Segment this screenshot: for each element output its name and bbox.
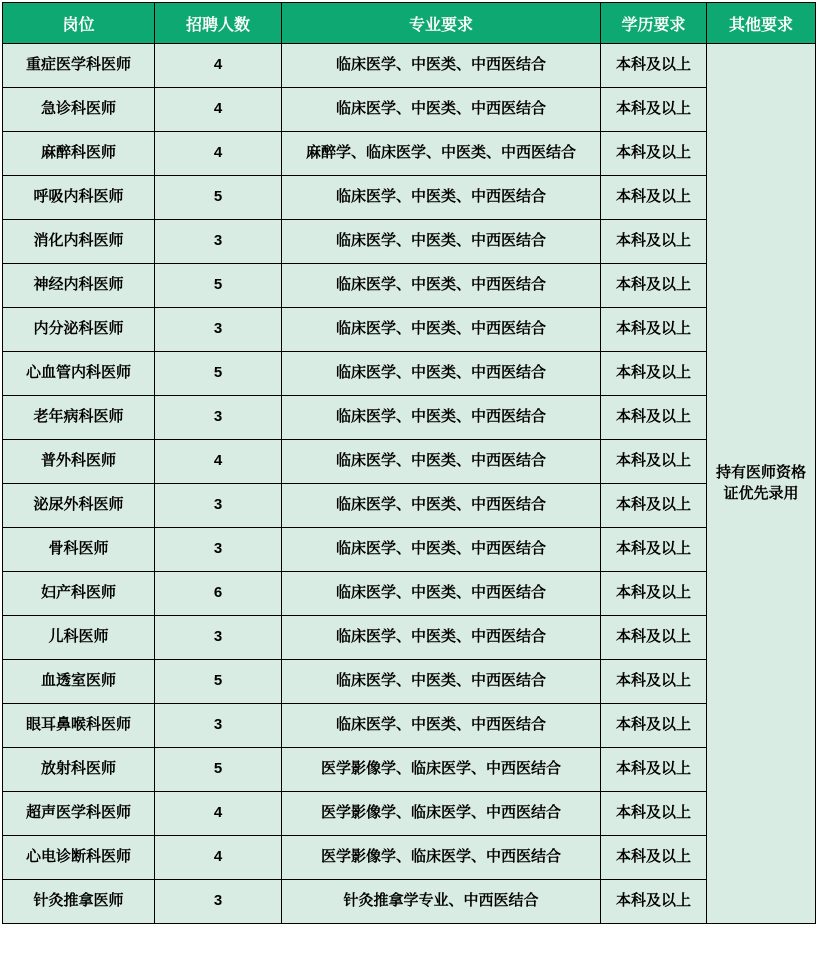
cell-major: 临床医学、中医类、中西医结合 bbox=[282, 264, 601, 308]
table-row bbox=[3, 264, 816, 308]
cell-position: 放射科医师 bbox=[3, 748, 155, 792]
cell-major: 临床医学、中医类、中西医结合 bbox=[282, 396, 601, 440]
cell-count: 3 bbox=[155, 880, 282, 924]
header-major: 专业要求 bbox=[282, 3, 601, 44]
cell-position: 儿科医师 bbox=[3, 616, 155, 660]
table-row bbox=[3, 704, 816, 748]
table-row bbox=[3, 176, 816, 220]
cell-education: 本科及以上 bbox=[601, 308, 707, 352]
table-row bbox=[3, 132, 816, 176]
cell-major: 临床医学、中医类、中西医结合 bbox=[282, 88, 601, 132]
cell-major: 临床医学、中医类、中西医结合 bbox=[282, 220, 601, 264]
header-education: 学历要求 bbox=[601, 3, 707, 44]
cell-position: 消化内科医师 bbox=[3, 220, 155, 264]
cell-education: 本科及以上 bbox=[601, 660, 707, 704]
cell-position: 泌尿外科医师 bbox=[3, 484, 155, 528]
cell-major: 麻醉学、临床医学、中医类、中西医结合 bbox=[282, 132, 601, 176]
cell-count: 5 bbox=[155, 176, 282, 220]
cell-position: 心电诊断科医师 bbox=[3, 836, 155, 880]
cell-position: 骨科医师 bbox=[3, 528, 155, 572]
cell-position: 血透室医师 bbox=[3, 660, 155, 704]
cell-major: 临床医学、中医类、中西医结合 bbox=[282, 528, 601, 572]
cell-major: 临床医学、中医类、中西医结合 bbox=[282, 352, 601, 396]
cell-education: 本科及以上 bbox=[601, 572, 707, 616]
table-row bbox=[3, 484, 816, 528]
cell-position: 超声医学科医师 bbox=[3, 792, 155, 836]
cell-position: 重症医学科医师 bbox=[3, 44, 155, 88]
table-row bbox=[3, 220, 816, 264]
cell-major: 临床医学、中医类、中西医结合 bbox=[282, 572, 601, 616]
cell-education: 本科及以上 bbox=[601, 880, 707, 924]
cell-count: 5 bbox=[155, 352, 282, 396]
cell-major: 临床医学、中医类、中西医结合 bbox=[282, 44, 601, 88]
cell-education: 本科及以上 bbox=[601, 616, 707, 660]
cell-major: 临床医学、中医类、中西医结合 bbox=[282, 176, 601, 220]
cell-position: 眼耳鼻喉科医师 bbox=[3, 704, 155, 748]
cell-education: 本科及以上 bbox=[601, 748, 707, 792]
cell-position: 心血管内科医师 bbox=[3, 352, 155, 396]
recruitment-table bbox=[2, 2, 816, 924]
cell-education: 本科及以上 bbox=[601, 484, 707, 528]
table-row bbox=[3, 396, 816, 440]
cell-education: 本科及以上 bbox=[601, 352, 707, 396]
table-body bbox=[3, 44, 816, 924]
cell-education: 本科及以上 bbox=[601, 176, 707, 220]
cell-education: 本科及以上 bbox=[601, 704, 707, 748]
cell-count: 4 bbox=[155, 44, 282, 88]
table-row bbox=[3, 88, 816, 132]
cell-major: 临床医学、中医类、中西医结合 bbox=[282, 616, 601, 660]
cell-count: 5 bbox=[155, 264, 282, 308]
cell-count: 5 bbox=[155, 660, 282, 704]
cell-major: 针灸推拿学专业、中西医结合 bbox=[282, 880, 601, 924]
cell-education: 本科及以上 bbox=[601, 440, 707, 484]
cell-major: 临床医学、中医类、中西医结合 bbox=[282, 660, 601, 704]
cell-position: 急诊科医师 bbox=[3, 88, 155, 132]
cell-count: 3 bbox=[155, 704, 282, 748]
cell-count: 3 bbox=[155, 396, 282, 440]
cell-count: 4 bbox=[155, 132, 282, 176]
cell-education: 本科及以上 bbox=[601, 88, 707, 132]
cell-count: 3 bbox=[155, 308, 282, 352]
cell-major: 临床医学、中医类、中西医结合 bbox=[282, 704, 601, 748]
cell-education: 本科及以上 bbox=[601, 528, 707, 572]
table-row bbox=[3, 352, 816, 396]
table-row bbox=[3, 44, 816, 88]
table-row bbox=[3, 440, 816, 484]
cell-count: 4 bbox=[155, 440, 282, 484]
table-row bbox=[3, 880, 816, 924]
cell-education: 本科及以上 bbox=[601, 396, 707, 440]
table-row bbox=[3, 572, 816, 616]
cell-position: 普外科医师 bbox=[3, 440, 155, 484]
table-header-row bbox=[3, 3, 816, 44]
header-count: 招聘人数 bbox=[155, 3, 282, 44]
cell-count: 5 bbox=[155, 748, 282, 792]
cell-count: 3 bbox=[155, 528, 282, 572]
table-row bbox=[3, 308, 816, 352]
header-other: 其他要求 bbox=[707, 3, 816, 44]
cell-education: 本科及以上 bbox=[601, 264, 707, 308]
cell-count: 3 bbox=[155, 220, 282, 264]
cell-position: 老年病科医师 bbox=[3, 396, 155, 440]
cell-major: 临床医学、中医类、中西医结合 bbox=[282, 308, 601, 352]
cell-major: 医学影像学、临床医学、中西医结合 bbox=[282, 748, 601, 792]
table-row bbox=[3, 616, 816, 660]
cell-count: 3 bbox=[155, 616, 282, 660]
cell-count: 4 bbox=[155, 88, 282, 132]
table-row bbox=[3, 748, 816, 792]
cell-count: 4 bbox=[155, 792, 282, 836]
cell-education: 本科及以上 bbox=[601, 44, 707, 88]
cell-major: 医学影像学、临床医学、中西医结合 bbox=[282, 836, 601, 880]
cell-major: 临床医学、中医类、中西医结合 bbox=[282, 484, 601, 528]
cell-count: 4 bbox=[155, 836, 282, 880]
cell-other-requirement: 持有医师资格证优先录用 bbox=[707, 44, 816, 924]
cell-education: 本科及以上 bbox=[601, 220, 707, 264]
header-position: 岗位 bbox=[3, 3, 155, 44]
cell-position: 内分泌科医师 bbox=[3, 308, 155, 352]
cell-position: 麻醉科医师 bbox=[3, 132, 155, 176]
cell-position: 妇产科医师 bbox=[3, 572, 155, 616]
cell-position: 神经内科医师 bbox=[3, 264, 155, 308]
cell-position: 呼吸内科医师 bbox=[3, 176, 155, 220]
table-row bbox=[3, 792, 816, 836]
cell-major: 临床医学、中医类、中西医结合 bbox=[282, 440, 601, 484]
table-row bbox=[3, 660, 816, 704]
table-row bbox=[3, 528, 816, 572]
cell-position: 针灸推拿医师 bbox=[3, 880, 155, 924]
cell-education: 本科及以上 bbox=[601, 792, 707, 836]
cell-major: 医学影像学、临床医学、中西医结合 bbox=[282, 792, 601, 836]
cell-education: 本科及以上 bbox=[601, 132, 707, 176]
cell-count: 3 bbox=[155, 484, 282, 528]
cell-count: 6 bbox=[155, 572, 282, 616]
table-row bbox=[3, 836, 816, 880]
cell-education: 本科及以上 bbox=[601, 836, 707, 880]
